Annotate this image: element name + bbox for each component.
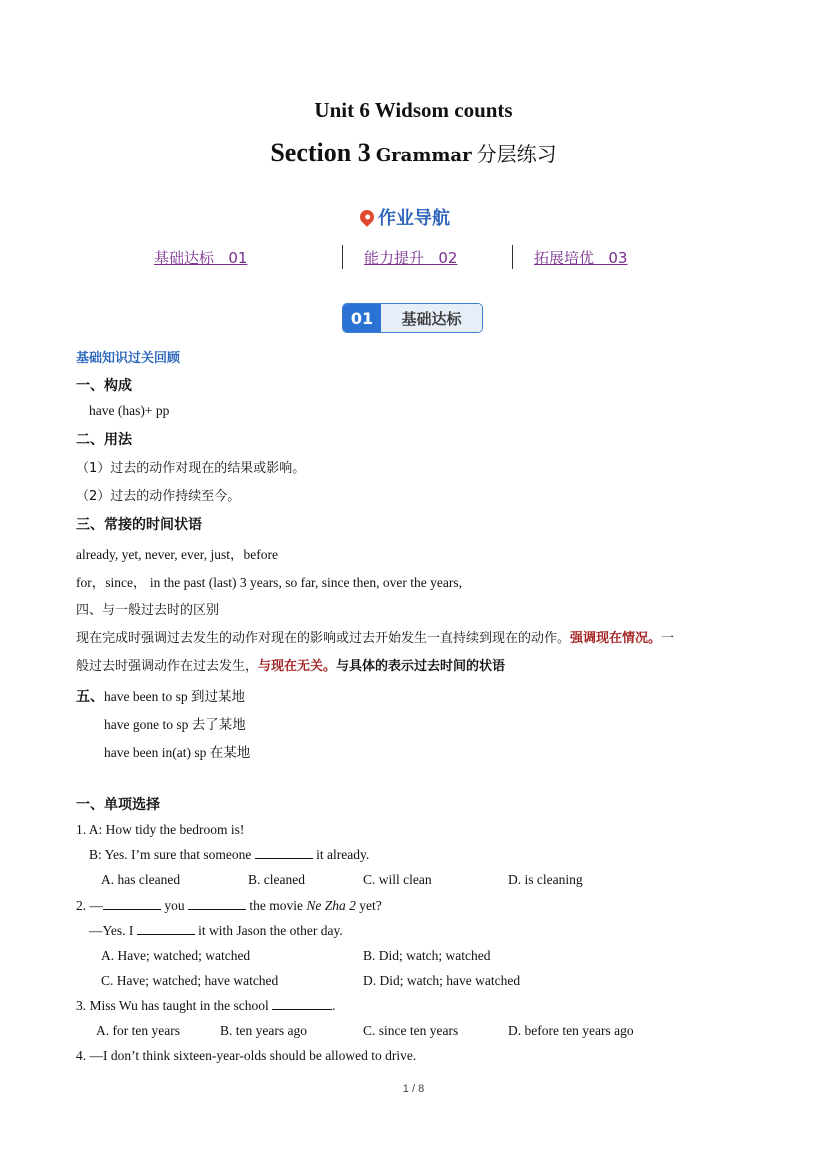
- answer-blank[interactable]: [255, 847, 313, 859]
- option[interactable]: D. is cleaning: [508, 872, 583, 887]
- review-paragraph: [76, 627, 674, 646]
- review-heading-5-label: 五、: [76, 689, 104, 705]
- nav-heading-label: 作业导航: [378, 208, 450, 229]
- review-emphasis: 强调现在情况。: [570, 631, 662, 646]
- review-heading-4: 四、与一般过去时的区别: [76, 603, 220, 618]
- option[interactable]: B. Did; watch; watched: [363, 948, 491, 963]
- option[interactable]: D. Did; watch; have watched: [363, 973, 521, 988]
- nav-link-ability[interactable]: [364, 247, 457, 268]
- review-text: have been in(at) sp 在某地: [104, 745, 251, 760]
- nav-heading: [360, 204, 450, 230]
- nav-link-extend-num: 03: [608, 249, 628, 267]
- question-2-answer: [89, 923, 343, 939]
- review-text: （1）过去的动作对现在的结果或影响。: [76, 461, 306, 476]
- answer-blank[interactable]: [137, 923, 195, 935]
- nav-link-basic-label: 基础达标: [154, 249, 215, 267]
- option[interactable]: D. before ten years ago: [508, 1023, 634, 1038]
- unit-title: Unit 6 Widsom counts: [314, 98, 513, 122]
- nav-link-extend[interactable]: [534, 247, 627, 268]
- question-text: B: Yes. I’m sure that someone: [89, 847, 255, 862]
- review-text: （2）过去的动作持续至今。: [76, 489, 241, 504]
- question-text: the movie: [246, 898, 307, 913]
- review-text: have gone to sp 去了某地: [104, 717, 246, 732]
- review-text: 一: [661, 631, 675, 646]
- review-heading-1: 一、构成: [76, 378, 132, 394]
- location-pin-icon: [357, 207, 377, 227]
- section-badge: [342, 303, 483, 333]
- question-text: it with Jason the other day.: [194, 923, 343, 938]
- question-text: —Yes. I: [89, 923, 137, 938]
- option[interactable]: B. ten years ago: [220, 1023, 307, 1038]
- question-4: 4. —I don’t think sixteen-year-olds should be allowed to drive.: [76, 1048, 417, 1063]
- option[interactable]: B. cleaned: [248, 872, 305, 887]
- option[interactable]: A. has cleaned: [101, 872, 181, 887]
- review-heading-5: [76, 685, 245, 706]
- review-text: have (has)+ pp: [89, 403, 170, 418]
- section-label: Section 3: [270, 138, 371, 167]
- question-text: 2. —: [76, 898, 103, 913]
- question-text: .: [332, 998, 336, 1013]
- option[interactable]: C. will clean: [363, 872, 432, 887]
- exercise-heading: 一、单项选择: [76, 797, 160, 813]
- section-suffix: 分层练习: [476, 142, 557, 166]
- answer-blank[interactable]: [272, 998, 332, 1010]
- section-badge-label: 基础达标: [381, 304, 482, 332]
- question-text: 3. Miss Wu has taught in the school: [76, 998, 273, 1013]
- movie-title: Ne Zha 2: [306, 898, 356, 913]
- option[interactable]: A. for ten years: [96, 1023, 180, 1038]
- review-emphasis: 与现在无关。: [258, 659, 337, 674]
- review-heading-3: 三、常接的时间状语: [76, 517, 202, 533]
- answer-blank[interactable]: [103, 898, 161, 910]
- question-2: [76, 898, 382, 914]
- nav-link-basic-num: 01: [228, 249, 248, 267]
- question-text: you: [161, 898, 188, 913]
- review-text: for，since， in the past (last) 3 years, so far, since then, over the years,: [76, 575, 462, 590]
- review-text: already, yet, never, ever, just，before: [76, 547, 278, 562]
- option[interactable]: A. Have; watched; watched: [101, 948, 251, 963]
- section-title: [0, 138, 827, 168]
- question-text: it already.: [312, 847, 370, 862]
- review-subtitle: 基础知识过关回顾: [76, 351, 181, 366]
- review-text: have been to sp 到过某地: [104, 689, 245, 704]
- question-3: [76, 998, 335, 1014]
- question-1-b: [89, 847, 369, 863]
- nav-link-ability-label: 能力提升: [364, 249, 425, 267]
- review-text: 与具体的表示过去时间的状语: [336, 659, 506, 674]
- page-number: 1 / 8: [402, 1083, 425, 1095]
- question-1-a: 1. A: How tidy the bedroom is!: [76, 822, 245, 837]
- review-heading-2: 二、用法: [76, 432, 132, 448]
- question-text: yet?: [355, 898, 382, 913]
- section-badge-num: 01: [343, 304, 381, 332]
- nav-divider: [512, 245, 513, 269]
- option[interactable]: C. since ten years: [363, 1023, 459, 1038]
- nav-link-ability-num: 02: [438, 249, 458, 267]
- answer-blank[interactable]: [188, 898, 246, 910]
- nav-divider: [342, 245, 343, 269]
- review-text: 现在完成时强调过去发生的动作对现在的影响或过去开始发生一直持续到现在的动作。: [76, 631, 571, 646]
- option[interactable]: C. Have; watched; have watched: [101, 973, 279, 988]
- section-topic: Grammar: [375, 145, 472, 166]
- review-paragraph: [76, 655, 505, 674]
- nav-link-extend-label: 拓展培优: [534, 249, 595, 267]
- nav-link-basic[interactable]: [154, 247, 247, 268]
- review-text: 般过去时强调动作在过去发生，: [76, 659, 259, 674]
